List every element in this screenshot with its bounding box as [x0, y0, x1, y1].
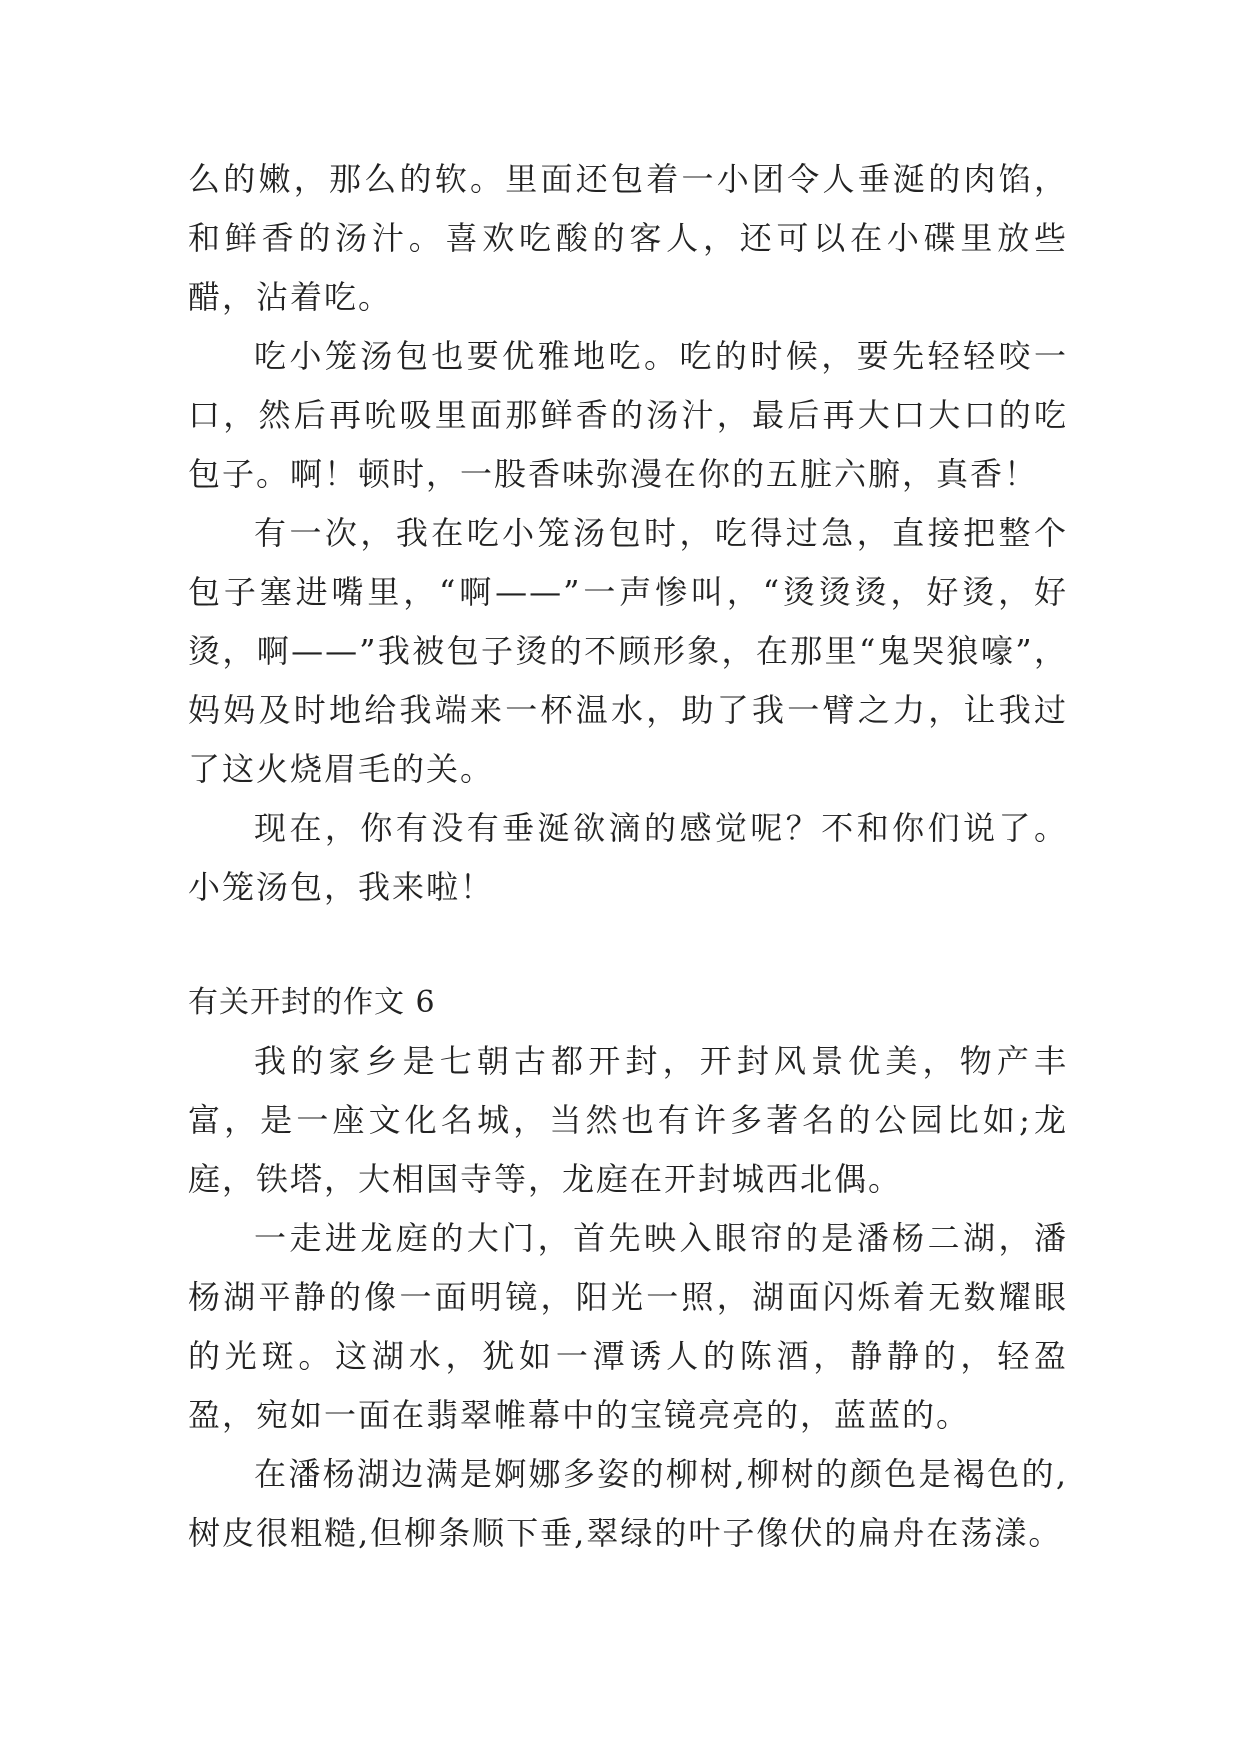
paragraph: 有一次，我在吃小笼汤包时，吃得过急，直接把整个包子塞进嘴里，“啊——”一声惨叫，“烫烫烫，好烫，好烫，啊——”我被包子烫的不顾形象，在那里“鬼哭狼嚎”，妈妈及时地给我端来一杯温水，助了我一臂之力，让我过了这火烧眉毛的关。	[188, 514, 1068, 788]
paragraph: 一走进龙庭的大门，首先映入眼帘的是潘杨二湖，潘杨湖平静的像一面明镜，阳光一照，湖面闪烁着无数耀眼的光斑。这湖水，犹如一潭诱人的陈酒，静静的，轻盈盈，宛如一面在翡翠帷幕中的宝镜亮亮的，蓝蓝的。	[188, 1219, 1068, 1434]
section-gap	[188, 917, 1068, 973]
paragraph: 现在，你有没有垂涎欲滴的感觉呢？不和你们说了。小笼汤包，我来啦！	[188, 809, 1068, 906]
paragraph-continued: 么的嫩，那么的软。里面还包着一小团令人垂涎的肉馅，和鲜香的汤汁。喜欢吃酸的客人，还可以在小碟里放些醋，沾着吃。	[188, 160, 1068, 316]
section-title: 有关开封的作文 6	[188, 985, 436, 1020]
paragraph: 我的家乡是七朝古都开封，开封风景优美，物产丰富，是一座文化名城，当然也有许多著名的公园比如;龙庭，铁塔，大相国寺等，龙庭在开封城西北偶。	[188, 1042, 1068, 1198]
document-body	[188, 150, 1068, 1563]
paragraph: 吃小笼汤包也要优雅地吃。吃的时候，要先轻轻咬一口，然后再吮吸里面那鲜香的汤汁，最后再大口大口的吃包子。啊！顿时，一股香味弥漫在你的五脏六腑，真香！	[188, 337, 1068, 493]
paragraph: 在潘杨湖边满是婀娜多姿的柳树,柳树的颜色是褐色的,树皮很粗糙,但柳条顺下垂,翠绿的叶子像伏的扁舟在荡漾。	[188, 1455, 1068, 1552]
